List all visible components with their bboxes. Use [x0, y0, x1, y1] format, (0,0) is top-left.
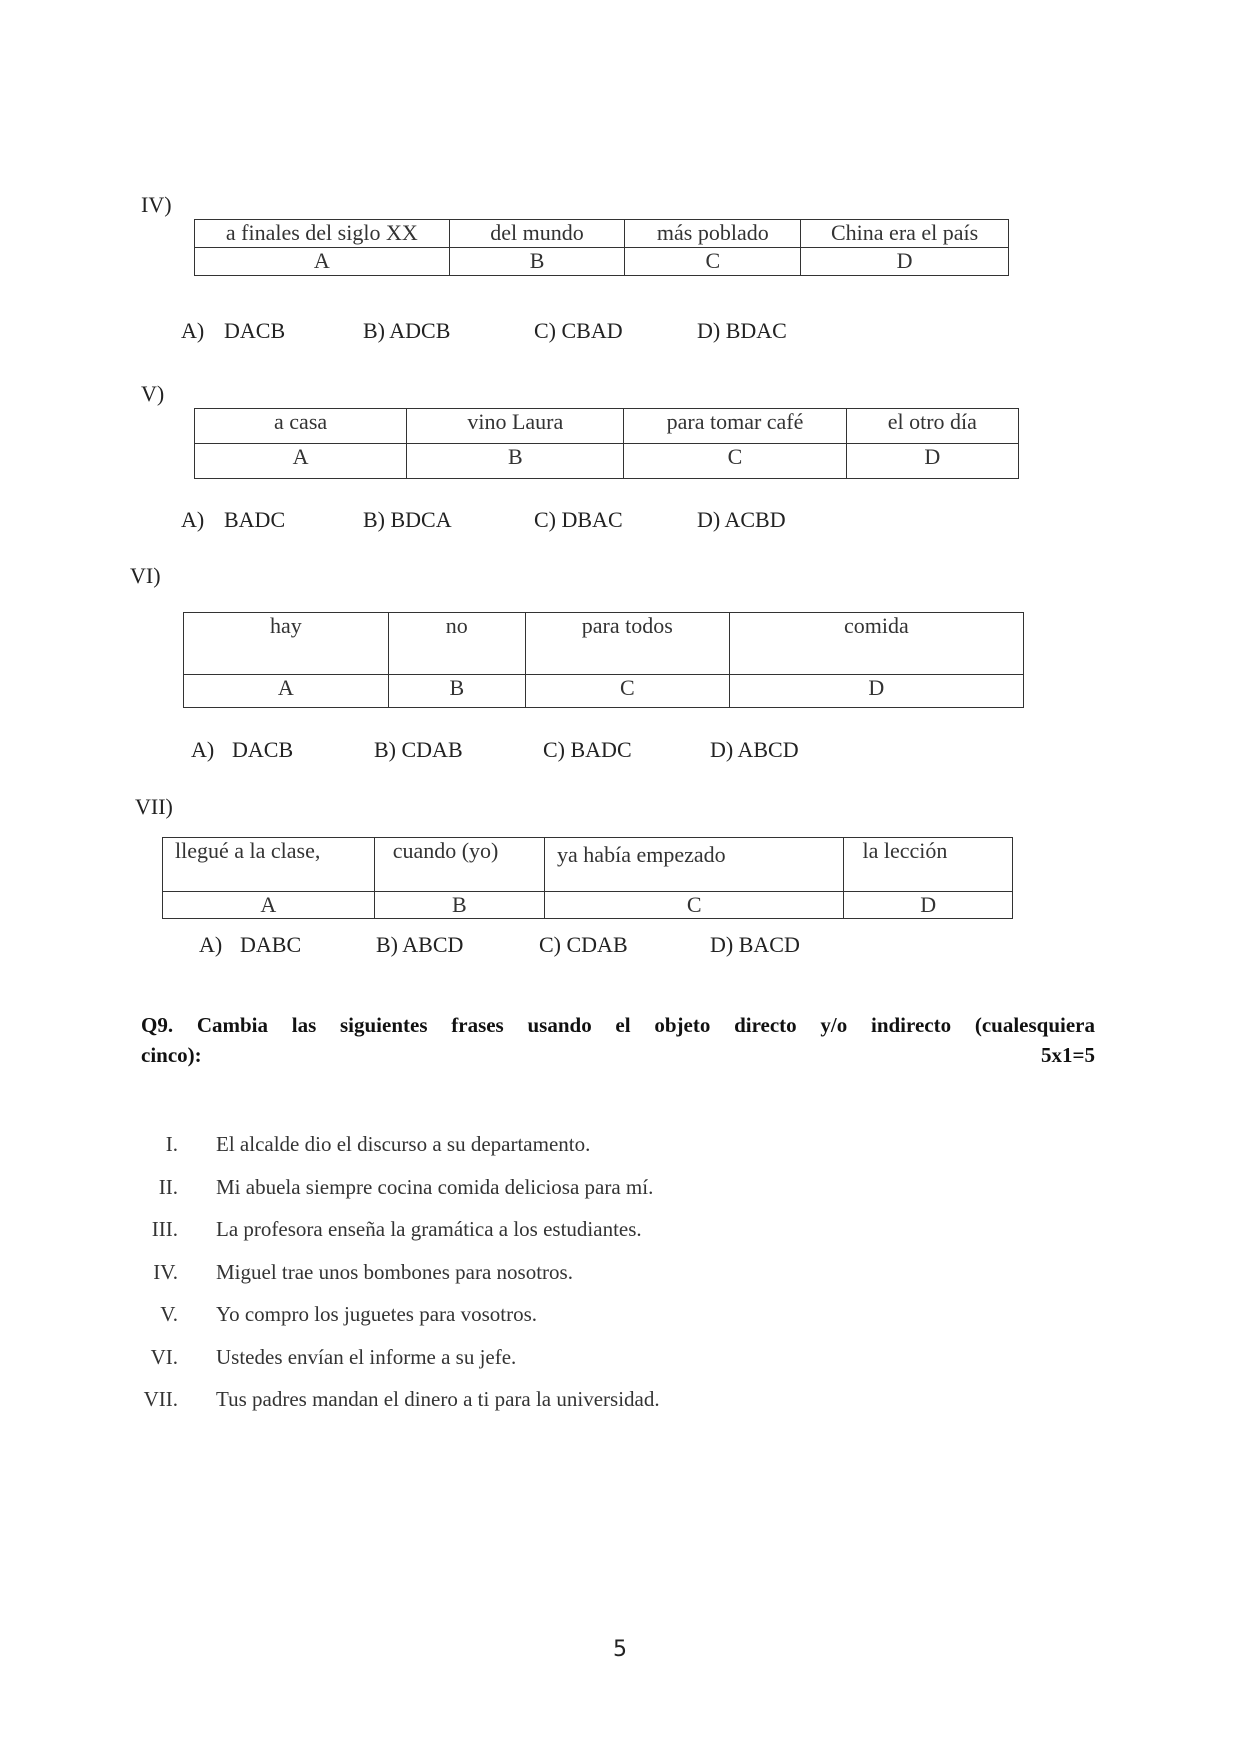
sentence-text: Mi abuela siempre cocina comida deliciosa para mí. [216, 1174, 654, 1199]
option-a-label: A) [181, 507, 205, 532]
word-cell: a finales del siglo XX [195, 220, 450, 248]
option-a-label: A) [191, 737, 215, 762]
option-d: D) BACD [710, 932, 800, 957]
letter-cell: D [844, 892, 1013, 919]
word-cell: vino Laura [407, 409, 624, 444]
option-a-label: A) [181, 318, 205, 343]
word-cell: llegué a la clase, [163, 838, 375, 892]
letter-cell: A [195, 248, 450, 276]
sentence-number: V. [160, 1302, 178, 1326]
option-c: C) CBAD [534, 318, 623, 343]
word-cell: el otro día [846, 409, 1018, 444]
sentence-number: II. [158, 1174, 178, 1199]
word-cell: no [388, 613, 525, 675]
option-c: C) DBAC [534, 507, 623, 532]
word-cell: más poblado [625, 220, 801, 248]
question-iv-label: IV) [141, 192, 172, 217]
letter-cell: D [801, 248, 1009, 276]
option-b: B) BDCA [363, 507, 452, 532]
q9-heading-line2: cinco): [141, 1043, 202, 1067]
question-iv-table [194, 219, 1009, 276]
sentence-text: Miguel trae unos bombones para nosotros. [216, 1259, 573, 1284]
word-cell: para todos [525, 613, 729, 675]
letter-cell: A [163, 892, 375, 919]
word-cell: la lección [844, 838, 1013, 892]
option-c: C) CDAB [539, 932, 628, 957]
sentence-text: El alcalde dio el discurso a su departamento. [216, 1132, 591, 1156]
option-a: DABC [240, 932, 302, 957]
letter-cell: B [449, 248, 625, 276]
sentence-text: Ustedes envían el informe a su jefe. [216, 1344, 517, 1369]
page-number: 5 [613, 1637, 627, 1662]
letter-cell: D [729, 675, 1023, 708]
question-vii-label: VII) [135, 794, 173, 819]
word-cell: China era el país [801, 220, 1009, 248]
letter-cell: A [195, 444, 407, 479]
sentence-text: Yo compro los juguetes para vosotros. [216, 1302, 538, 1326]
word-cell: comida [729, 613, 1023, 675]
option-a: DACB [224, 318, 286, 343]
sentence-number: VI. [150, 1344, 178, 1369]
option-c: C) BADC [543, 737, 632, 762]
word-cell: ya había empezado [545, 838, 844, 892]
letter-cell: C [525, 675, 729, 708]
question-v-table [194, 408, 1019, 479]
q9-heading-line1: Q9. Cambia las siguientes frases usando el objeto directo y/o indirecto (cualesquiera [141, 1013, 1095, 1037]
question-vi-label: VI) [130, 563, 161, 588]
option-a: DACB [232, 737, 294, 762]
letter-cell: D [846, 444, 1018, 479]
option-b: B) ADCB [363, 318, 451, 343]
letter-cell: C [625, 248, 801, 276]
word-cell: para tomar café [624, 409, 846, 444]
sentence-number: VII. [143, 1387, 178, 1411]
option-a-label: A) [199, 932, 223, 957]
sentence-text: Tus padres mandan el dinero a ti para la universidad. [216, 1387, 660, 1411]
option-d: D) ACBD [697, 507, 786, 532]
letter-cell: C [624, 444, 846, 479]
option-b: B) CDAB [374, 737, 463, 762]
question-v-label: V) [141, 381, 165, 406]
option-d: D) ABCD [710, 737, 799, 762]
q9-marks: 5x1=5 [1041, 1043, 1095, 1067]
sentence-number: III. [151, 1217, 178, 1241]
question-vi-table [183, 612, 1024, 708]
question-vii-table [162, 837, 1013, 919]
letter-cell: B [407, 444, 624, 479]
word-cell: del mundo [449, 220, 625, 248]
sentence-number: I. [165, 1132, 178, 1156]
letter-cell: B [374, 892, 544, 919]
word-cell: a casa [195, 409, 407, 444]
option-a: BADC [224, 507, 286, 532]
letter-cell: B [388, 675, 525, 708]
sentence-text: La profesora enseña la gramática a los estudiantes. [216, 1217, 642, 1241]
option-d: D) BDAC [697, 318, 787, 343]
word-cell: cuando (yo) [374, 838, 544, 892]
sentence-number: IV. [153, 1259, 178, 1284]
word-cell: hay [184, 613, 389, 675]
letter-cell: C [545, 892, 844, 919]
option-b: B) ABCD [376, 932, 464, 957]
letter-cell: A [184, 675, 389, 708]
